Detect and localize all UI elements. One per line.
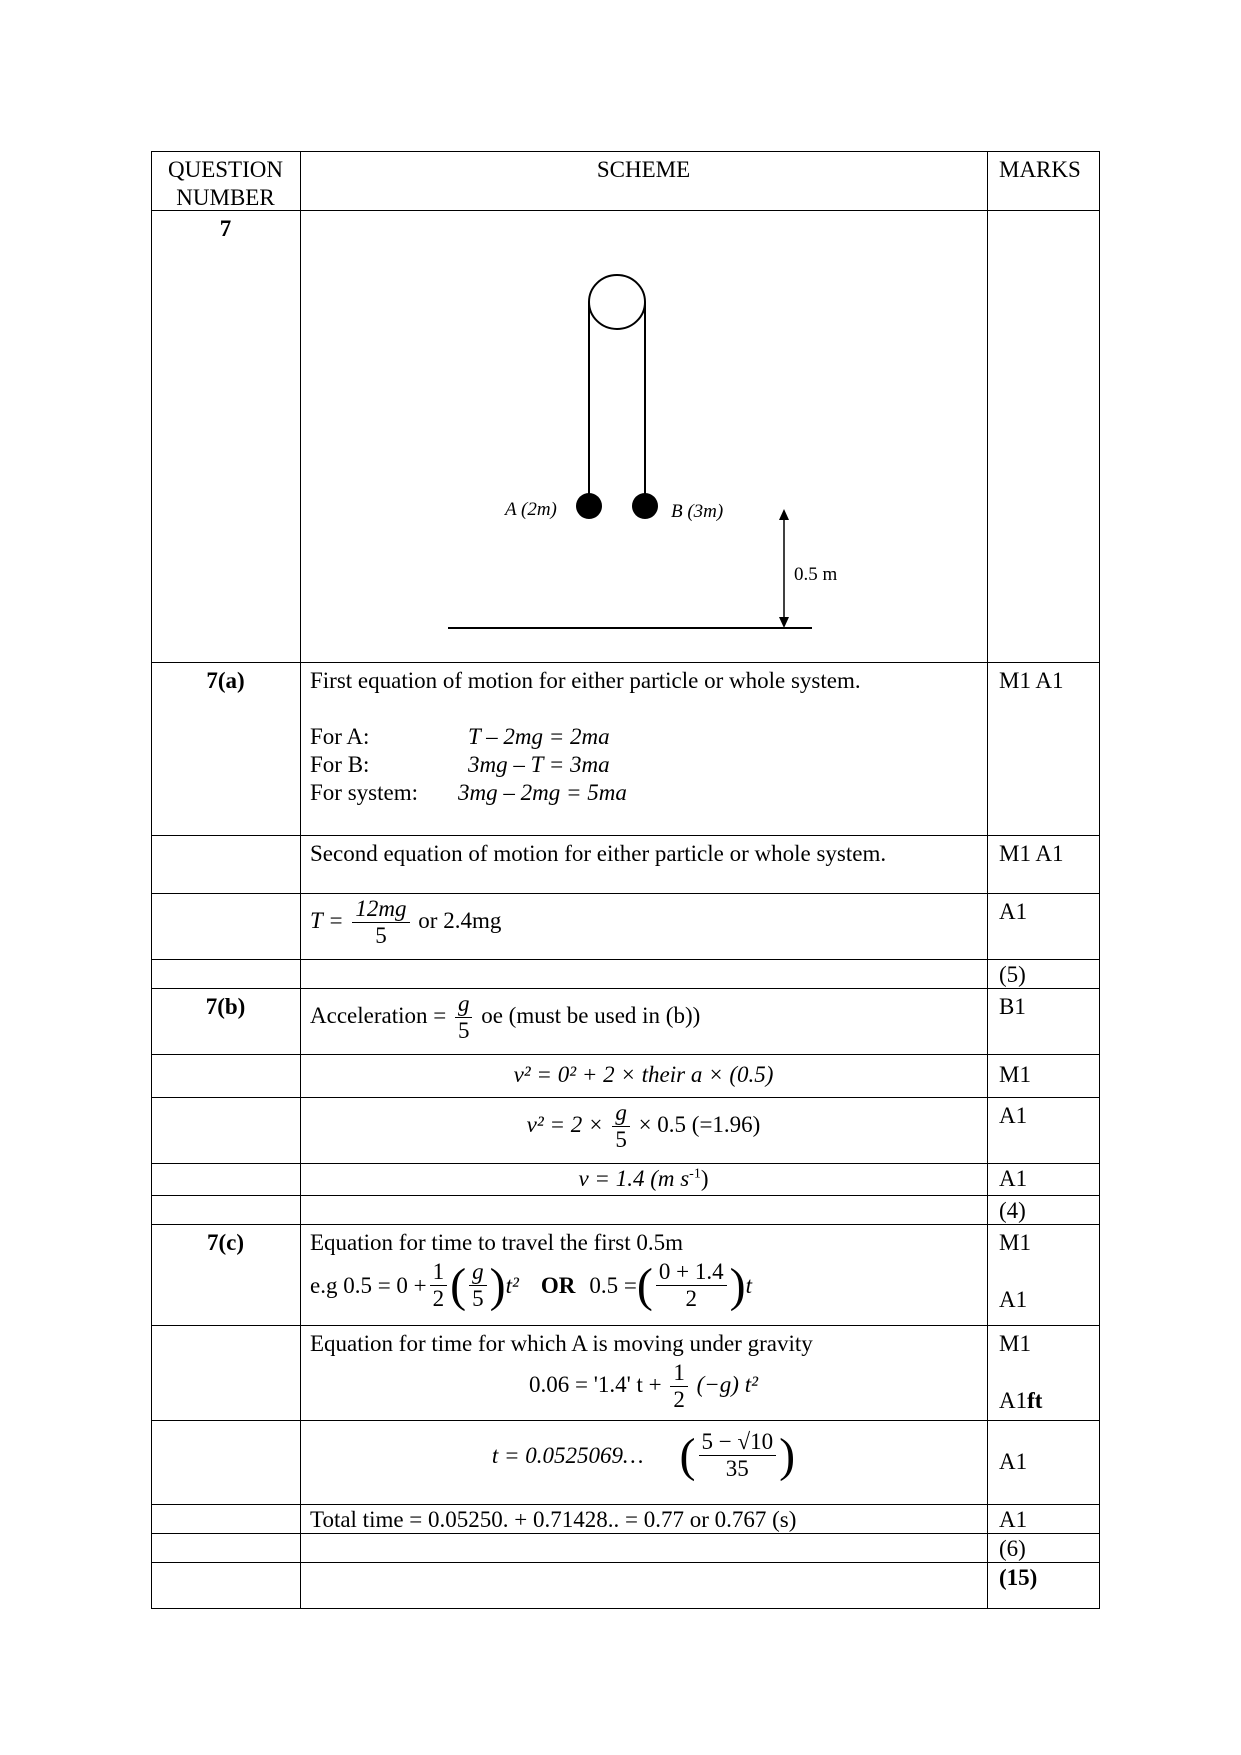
eg-half xyxy=(430,1259,448,1312)
t-lhs: T = xyxy=(310,907,344,933)
q7b-row-2 xyxy=(151,1054,1099,1097)
q7c-t-result xyxy=(300,1421,987,1482)
q7b-marks-2: M1 xyxy=(999,1062,1031,1087)
q7a-row-3 xyxy=(151,893,1099,959)
pulley-wheel xyxy=(589,275,645,329)
q7c-marks-1a: M1 xyxy=(999,1230,1031,1255)
q7b-row-4 xyxy=(151,1163,1099,1195)
eg2-paren-close: ) xyxy=(729,1258,746,1312)
q7c-total-text: Total time = 0.05250. + 0.71428.. = 0.77 or 0.767 (s) xyxy=(310,1507,797,1532)
pulley-diagram-svg xyxy=(300,211,987,663)
mark-scheme-table xyxy=(151,151,1099,1609)
eg-t2: t² xyxy=(505,1272,519,1298)
for-a-label: For A: xyxy=(310,724,370,749)
v-unit-exp: -1 xyxy=(689,1166,701,1182)
q7a-second-eq-text: Second equation of motion for either particle or whole system. xyxy=(310,841,887,866)
q7a-for-b xyxy=(310,751,977,779)
acc-note: oe (must be used in (b)) xyxy=(481,1002,701,1028)
t-result-den: 35 xyxy=(725,1456,749,1481)
table-border-right xyxy=(1099,151,1100,1609)
eg2-den: 2 xyxy=(685,1286,697,1311)
eg2-lhs: 0.5 = xyxy=(589,1272,637,1298)
q7c-row-4 xyxy=(151,1504,1099,1533)
eg-g-num: g xyxy=(469,1259,487,1286)
header-marks: MARKS xyxy=(999,157,1081,182)
t-or: or 2.4mg xyxy=(418,907,502,933)
q7c-marks-2b-ft: ft xyxy=(1027,1388,1043,1413)
grav-half-den: 2 xyxy=(673,1387,685,1412)
q7b-row-3 xyxy=(151,1097,1099,1163)
q7c-marks-3: A1 xyxy=(999,1449,1028,1474)
q7c-number: 7(c) xyxy=(206,1230,245,1255)
q7c-gravity-eq xyxy=(310,1360,977,1413)
q7c-marks-4: A1 xyxy=(999,1507,1028,1532)
q7a-row-2 xyxy=(151,835,1099,893)
eg2-t: t xyxy=(745,1272,752,1298)
q7a-marks-2: M1 A1 xyxy=(999,841,1064,866)
q7a-first-eq-text: First equation of motion for either particle or whole system. xyxy=(310,668,861,693)
q7a-subtotal-row xyxy=(151,959,1099,988)
v-result-eq: v = 1.4 (m s xyxy=(578,1166,690,1191)
t-fraction xyxy=(352,896,409,949)
q7c-marks-1b: A1 xyxy=(999,1287,1028,1312)
grav-half-num: 1 xyxy=(670,1360,688,1387)
t-frac-num: 12mg xyxy=(352,896,409,923)
eg2-num: 0 + 1.4 xyxy=(656,1259,727,1286)
q7c-subtotal: (6) xyxy=(999,1536,1026,1561)
v-close: ) xyxy=(700,1166,709,1191)
eg-paren-close: ) xyxy=(489,1258,506,1312)
particle-a xyxy=(576,493,602,519)
label-b: B (3m) xyxy=(671,501,724,522)
t-frac-den: 5 xyxy=(375,923,387,948)
q7b-v2-numeric xyxy=(300,1098,987,1153)
q7b-acceleration xyxy=(300,989,987,1044)
eg2-frac xyxy=(656,1259,727,1312)
q7b-marks-4: A1 xyxy=(999,1166,1028,1191)
v2-num-fraction xyxy=(612,1100,630,1153)
height-label: 0.5 m xyxy=(794,564,838,585)
q7b-v-result xyxy=(300,1164,987,1193)
q7a-subtotal: (5) xyxy=(999,962,1026,987)
label-a: A (2m) xyxy=(505,499,557,520)
grav-rhs: (−g) t² xyxy=(696,1371,758,1397)
v2-frac-num: g xyxy=(612,1100,630,1127)
header-row xyxy=(151,151,1099,210)
q7b-subtotal: (4) xyxy=(999,1198,1026,1223)
q7c-marks-2b: A1 xyxy=(999,1388,1028,1413)
header-question-number: QUESTION NUMBER xyxy=(168,157,283,210)
grav-half xyxy=(670,1360,688,1413)
q7c-marks-2a: M1 xyxy=(999,1331,1031,1356)
eg-half-den: 2 xyxy=(432,1286,445,1311)
q7b-marks-1: B1 xyxy=(999,994,1026,1019)
particle-b xyxy=(632,493,658,519)
acc-label: Acceleration = xyxy=(310,1002,447,1028)
q7-diagram-row xyxy=(151,210,1099,662)
height-arrow-head-up xyxy=(779,509,789,520)
q7c-row-3 xyxy=(151,1420,1099,1504)
q7a-for-a xyxy=(310,723,977,751)
q7b-v2-equation: v² = 0² + 2 × their a × (0.5) xyxy=(513,1062,774,1087)
v2-frac-den: 5 xyxy=(615,1127,627,1152)
grand-total-row xyxy=(151,1562,1099,1609)
acc-frac-num: g xyxy=(455,991,473,1018)
eg-label: e.g 0.5 = 0 + xyxy=(310,1272,427,1298)
q7a-number: 7(a) xyxy=(206,668,245,693)
eg-half-num: 1 xyxy=(430,1259,448,1286)
eg-g-den: 5 xyxy=(472,1286,484,1311)
q7c-subtotal-row xyxy=(151,1533,1099,1562)
q7c-gravity xyxy=(300,1326,987,1413)
q7c-time-text: Equation for time to travel the first 0.5m xyxy=(310,1230,684,1255)
q7a-marks-1: M1 A1 xyxy=(999,668,1064,693)
q7-number: 7 xyxy=(219,216,232,241)
v2-num-lhs: v² = 2 × xyxy=(526,1111,604,1137)
q7c-example xyxy=(310,1259,977,1312)
for-system-label: For system: xyxy=(310,780,418,805)
v2-num-rhs: × 0.5 (=1.96) xyxy=(638,1111,761,1137)
eg2-paren-open: ( xyxy=(636,1258,653,1312)
t-result-frac xyxy=(699,1429,777,1482)
q7c-first-time xyxy=(300,1225,987,1312)
q7a-marks-3: A1 xyxy=(999,899,1028,924)
q7b-number: 7(b) xyxy=(205,994,246,1019)
t-result-num: 5 − √10 xyxy=(699,1429,777,1456)
acc-fraction xyxy=(455,991,473,1044)
q7c-gravity-text: Equation for time for which A is moving under gravity xyxy=(310,1331,813,1356)
eg-or: OR xyxy=(540,1272,576,1298)
grav-lhs: 0.06 = '1.4' t + xyxy=(529,1371,662,1397)
for-b-eq: 3mg – T = 3ma xyxy=(468,752,610,777)
q7a-tension-result xyxy=(300,894,987,949)
q7c-marks-2 xyxy=(987,1326,1099,1415)
t-paren-open: ( xyxy=(679,1428,696,1482)
q7c-row-2 xyxy=(151,1325,1099,1420)
eg-paren-open: ( xyxy=(450,1258,467,1312)
q7b-subtotal-row xyxy=(151,1195,1099,1224)
t-paren-close: ) xyxy=(779,1428,796,1482)
t-result: t = 0.0525069… xyxy=(491,1442,644,1468)
acc-frac-den: 5 xyxy=(457,1018,470,1043)
q7a-for-system xyxy=(310,779,977,807)
for-b-label: For B: xyxy=(310,752,370,777)
q7b-row-1 xyxy=(151,988,1099,1054)
q7c-row-1 xyxy=(151,1224,1099,1325)
q7c-marks-1 xyxy=(987,1225,1099,1314)
pulley-diagram xyxy=(300,211,987,663)
eg-g-frac xyxy=(469,1259,487,1312)
height-arrow-head-down xyxy=(779,617,789,628)
q7a-scheme-1 xyxy=(300,663,987,807)
grand-total: (15) xyxy=(999,1565,1038,1590)
for-system-eq: 3mg – 2mg = 5ma xyxy=(458,780,627,805)
for-a-eq: T – 2mg = 2ma xyxy=(468,724,610,749)
header-scheme: SCHEME xyxy=(596,157,691,182)
q7b-marks-3: A1 xyxy=(999,1103,1028,1128)
q7a-row-1 xyxy=(151,662,1099,835)
